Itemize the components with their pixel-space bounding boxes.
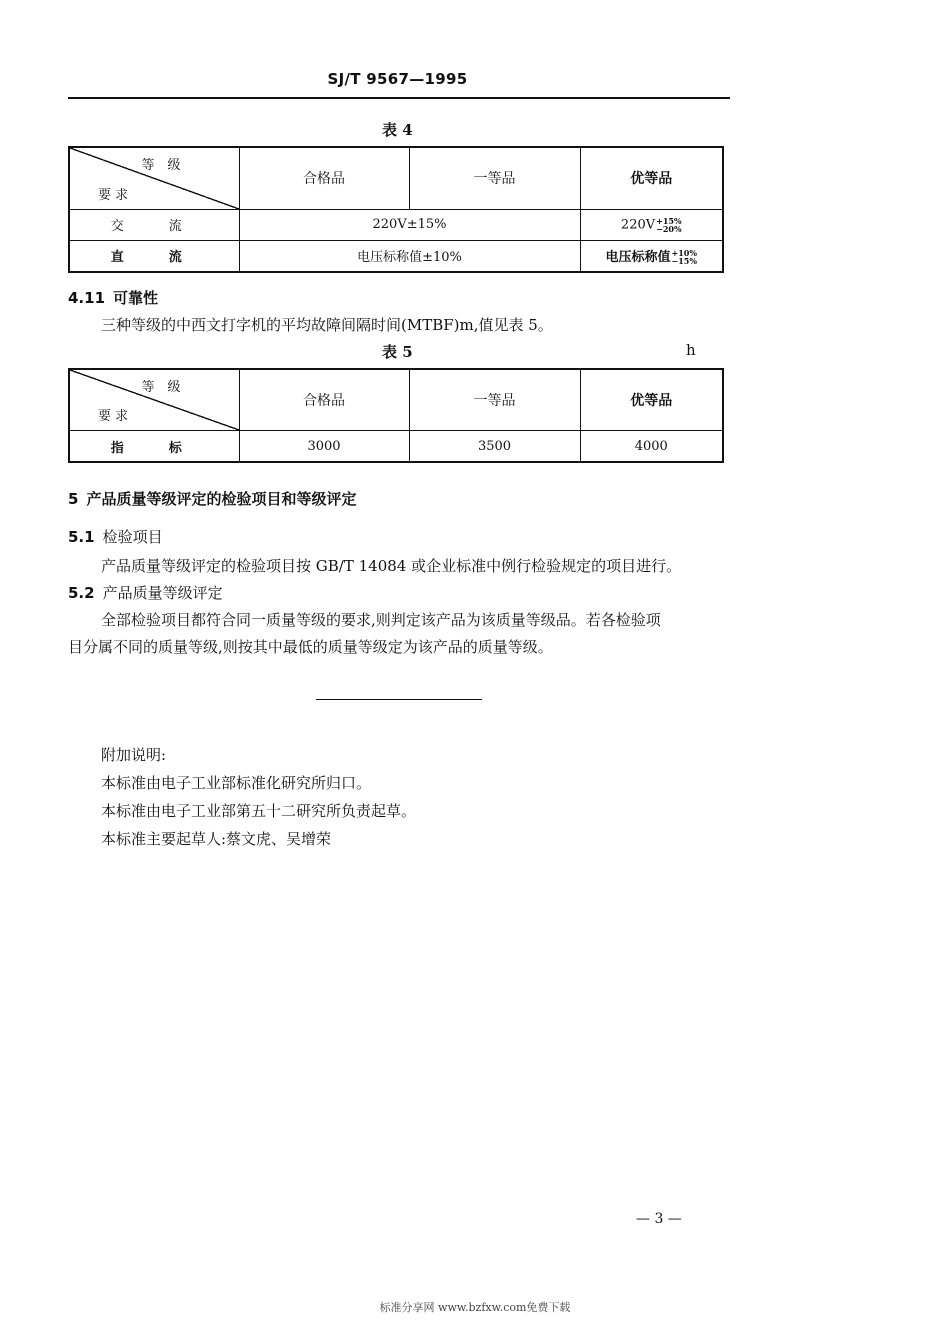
table5-row-label: 指 标	[69, 431, 239, 463]
table4-row-dc	[69, 240, 723, 272]
table4-row-ac	[69, 209, 723, 240]
corner-requirement-label: 要 求	[98, 187, 129, 203]
table5-value-qualified: 3000	[239, 431, 409, 463]
footer-watermark: 标准分享网 www.bzfxw.com免费下载	[379, 1301, 571, 1314]
table5	[68, 368, 724, 463]
page-number: — 3 —	[636, 1211, 682, 1227]
table4-merged-value: 电压标称值±10%	[239, 240, 580, 272]
section-title: 产品质量等级评定的检验项目和等级评定	[86, 490, 357, 508]
table5-value-first-class: 3500	[409, 431, 580, 463]
section-number: 5	[68, 490, 79, 508]
appendix-line: 本标准由电子工业部第五十二研究所负责起草。	[101, 802, 417, 820]
premium-base: 电压标称值	[605, 249, 671, 265]
section-title: 检验项目	[102, 528, 163, 546]
table4-header-row	[69, 147, 723, 209]
table5-value-premium: 4000	[580, 431, 723, 463]
table4-premium-value	[580, 209, 723, 240]
tolerance: +10% −15%	[671, 248, 697, 267]
table4-row-label: 交 流	[69, 209, 239, 240]
corner-grade-label: 等 级	[141, 380, 181, 395]
table5-caption: 表 5	[382, 343, 413, 361]
section-5-1-text: 产品质量等级评定的检验项目按 GB/T 14084 或企业标准中例行检验规定的项目进行。	[101, 557, 682, 575]
section-4-11-heading	[68, 287, 158, 308]
section-number: 4.11	[68, 289, 106, 307]
section-5-2-heading	[68, 579, 223, 607]
appendix-title: 附加说明:	[101, 746, 167, 764]
section-5-1-heading	[68, 523, 163, 551]
header-rule	[68, 97, 730, 99]
appendix-line: 本标准由电子工业部标准化研究所归口。	[101, 774, 372, 792]
table4-corner-cell	[69, 147, 239, 209]
corner-requirement-label: 要 求	[98, 409, 129, 424]
section-4-11-text: 三种等级的中西文打字机的平均故障间隔时间(MTBF)m,值见表 5。	[101, 316, 553, 334]
table4-col-qualified: 合格品	[239, 147, 409, 209]
end-rule	[316, 699, 482, 700]
table4-premium-value	[580, 240, 723, 272]
section-5-2-text-line2: 目分属不同的质量等级,则按其中最低的质量等级定为该产品的质量等级。	[68, 638, 553, 656]
table5-col-premium: 优等品	[580, 369, 723, 431]
document-code: SJ/T 9567—1995	[327, 70, 468, 88]
section-number: 5.2	[68, 584, 95, 602]
table4-col-first-class: 一等品	[409, 147, 580, 209]
premium-base: 220V	[620, 217, 656, 232]
section-5-heading	[68, 488, 356, 509]
corner-grade-label: 等 级	[141, 158, 181, 173]
appendix-line: 本标准主要起草人:蔡文虎、吴增荣	[101, 830, 332, 848]
section-title: 产品质量等级评定	[102, 584, 223, 602]
table5-col-first-class: 一等品	[409, 369, 580, 431]
table5-col-qualified: 合格品	[239, 369, 409, 431]
section-number: 5.1	[68, 528, 95, 546]
table4-row-label: 直 流	[69, 240, 239, 272]
table4-merged-value: 220V±15%	[239, 209, 580, 240]
table4-col-premium: 优等品	[580, 147, 723, 209]
section-5-2-text-line1: 全部检验项目都符合同一质量等级的要求,则判定该产品为该质量等级品。若各检验项	[101, 611, 661, 629]
table5-row-index	[69, 431, 723, 463]
table5-header-row	[69, 369, 723, 431]
tolerance: +15% −20%	[656, 215, 682, 234]
table5-unit: h	[686, 341, 696, 359]
table4-caption: 表 4	[382, 121, 413, 139]
table4	[68, 146, 724, 273]
section-title: 可靠性	[113, 289, 159, 307]
table5-corner-cell	[69, 369, 239, 431]
